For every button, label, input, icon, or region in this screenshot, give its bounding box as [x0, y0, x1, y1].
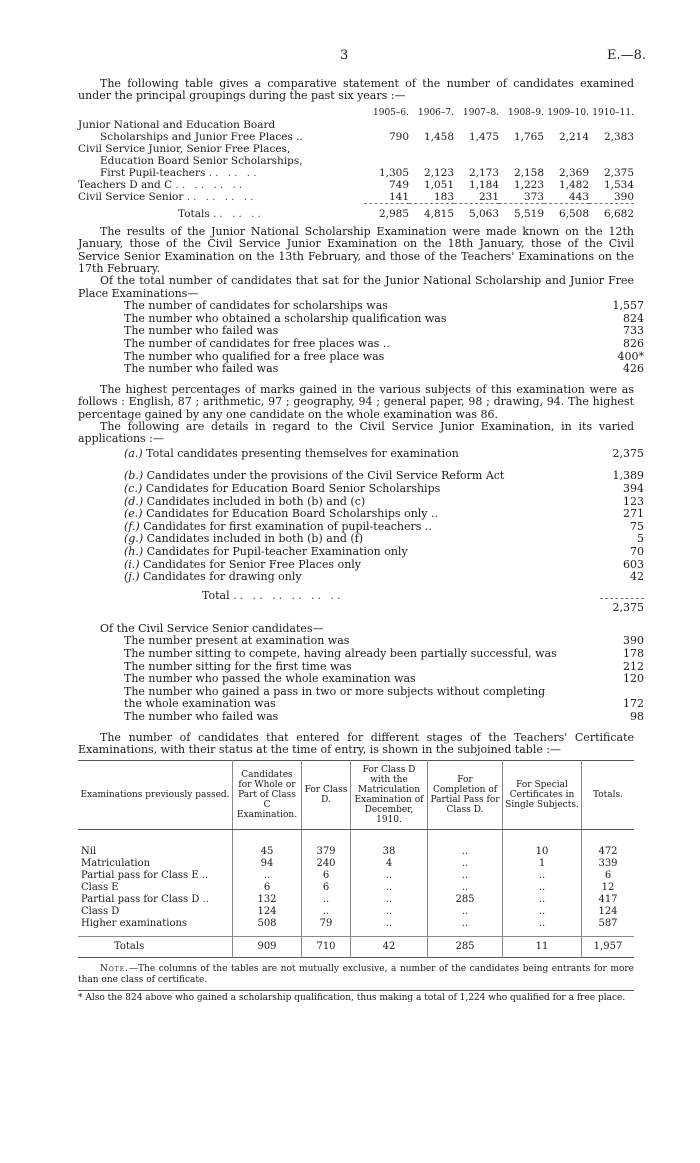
list-item: (d.) Candidates included in both (b) and (c) 123 [124, 494, 644, 508]
intro-paragraph: The following table gives a comparative statement of the number of candidates examined under the principal groupings during the past six years :— [78, 77, 634, 103]
teachers-paragraph: The number of candidates that entered for different stages of the Teachers' Certificate Examinations, with their status at the time of entry, is shown in the subjoined table :— [78, 730, 634, 756]
year-header: 1907–8. [463, 107, 499, 118]
list-item: The number who passed the whole examination was 120 [124, 672, 644, 686]
list-item: (e.) Candidates for Education Board Scholarships only .. 271 [124, 507, 644, 521]
year-header: 1908–9. [508, 107, 544, 118]
column-header: For Special Certificates in Single Subjects. [503, 761, 582, 830]
year-header: 1906–7. [418, 107, 454, 118]
list-item: (g.) Candidates included in both (b) and (f) 5 [124, 532, 644, 546]
teachers-table [78, 760, 634, 958]
list-item: (f.) Candidates for first examination of pupil-teachers .. 75 [124, 519, 644, 533]
row-label: Junior National and Education Board Scholarships and Junior Free Places .. [78, 118, 303, 143]
table-row: Partial pass for Class E .. .. 6 .. .. .. 6 [78, 870, 634, 882]
page-header [0, 48, 700, 64]
list-item: The number of candidates for free places was .. 826 [124, 337, 644, 351]
row-label: Civil Service Junior, Senior Free Places, Education Board Senior Scholarships, First Pupil-teachers .. .. .. [78, 142, 303, 179]
list-item: The number who failed was 98 [124, 709, 644, 723]
table-row: Partial pass for Class D .. 132 .. .. 285 .. 417 [78, 894, 634, 906]
column-header: Candidates for Whole or Part of Class C Examination. [233, 761, 302, 830]
table-header-row [78, 761, 634, 830]
table-row: Civil Service Junior, Senior Free Places, Education Board Senior Scholarships, First Pupil-teachers .. .. .. 1,305 2,123 2,173 2,158 2,369 2,375 [78, 142, 634, 179]
totals-row: Totals .. .. .. 2,985 4,815 5,063 5,519 6,508 6,682 [178, 207, 634, 220]
civil-junior-list [124, 448, 644, 615]
senior-list [124, 635, 644, 723]
row-label: Teachers D and C .. .. .. .. [78, 178, 246, 191]
list-item: The number sitting for the first time was 212 [124, 659, 644, 673]
year-header: 1910–11. [592, 107, 634, 118]
list-item: The number sitting to compete, having already been partially successful, was 178 [124, 646, 644, 660]
table-row: Class D 124 .. .. .. .. 124 [78, 906, 634, 918]
senior-intro: Of the Civil Service Senior candidates— [100, 621, 324, 635]
list-item: The number who failed was 733 [124, 324, 644, 338]
year-header: 1905–6. [373, 107, 409, 118]
year-header: 1909–10. [547, 107, 589, 118]
list-item: The number who qualified for a free place was 400* [124, 349, 644, 363]
list-item: (a.) Total candidates presenting themselves for examination 2,375 [124, 446, 644, 460]
row-label: Civil Service Senior .. .. .. .. [78, 191, 257, 204]
table-row: Higher examinations 508 79 .. .. .. 587 [78, 918, 634, 937]
list-item: The number present at examination was 390 [124, 634, 644, 648]
list-item: (h.) Candidates for Pupil-teacher Examination only 70 [124, 545, 644, 558]
list-item: The number who gained a pass in two or more subjects without completing the whole examination was 172 [124, 684, 644, 711]
list-item: The number of candidates for scholarships was 1,557 [124, 299, 644, 313]
column-header: For Completion of Partial Pass for Class D. [428, 761, 503, 830]
total-row: Total .. .. .. .. .. .. 2,375 [202, 588, 644, 615]
total-number-paragraph: Of the total number of candidates that sat for the Junior National Scholarship and Junior Free Place Examinations— [78, 274, 634, 300]
highest-paragraph: The highest percentages of marks gained in the various subjects of this examination were as follows : English, 87 ; arithmetic, 97 ; geography, 94 ; general paper, 98 ; drawing, 94. The highest percentage gained by any one candidate on the whole examination was 86. [78, 382, 634, 421]
totals-row: Totals 909 710 42 285 11 1,957 [78, 937, 634, 958]
footnote: * Also the 824 above who gained a scholarship qualification, thus making a total of 1,224 who qualified for a free place. [78, 990, 634, 1004]
list-item: (c.) Candidates for Education Board Senior Scholarships 394 [124, 482, 644, 496]
list-item: The number who failed was 426 [124, 362, 644, 376]
comparative-table [78, 107, 634, 220]
scholarship-list [124, 300, 644, 376]
page-number: 3 [340, 48, 349, 63]
list-item: (i.) Candidates for Senior Free Places only 603 [124, 557, 644, 571]
details-paragraph: The following are details in regard to the Civil Service Junior Examination, in its varied applications :— [78, 420, 634, 446]
results-paragraph: The results of the Junior National Scholarship Examination were made known on the 12th January, those of the Civil Service Junior Examination on the 18th January, those of the Civil Service Senior Examination on the 13th February, and those of the Teachers' Examinations on the 17th February. [78, 224, 634, 276]
table-row: Teachers D and C .. .. .. .. 749 1,051 1,184 1,223 1,482 1,534 [78, 178, 634, 191]
column-header: Examinations previously passed. [78, 761, 233, 830]
table-header-row [78, 107, 634, 119]
table-row: Class E 6 6 .. .. .. 12 [78, 882, 634, 894]
list-item: (j.) Candidates for drawing only 42 [124, 570, 644, 584]
column-header: Totals. [582, 761, 635, 830]
list-item: The number who obtained a scholarship qualification was 824 [124, 311, 644, 325]
table-row: Nil 45 379 38 .. 10 472 [78, 830, 634, 859]
list-item: (b.) Candidates under the provisions of the Civil Service Reform Act 1,389 [124, 469, 644, 483]
table-row: Civil Service Senior .. .. .. .. 141 183 231 373 443 390 [78, 190, 634, 204]
document-reference: E.—8. [606, 48, 646, 63]
table-note: Note.—The columns of the tables are not mutually exclusive, a number of the candidates being entrants for more than one class of certificate. [78, 964, 634, 986]
column-header: For Class D with the Matriculation Examination of December, 1910. [351, 761, 428, 830]
column-header: For Class D. [302, 761, 351, 830]
document-body [78, 77, 644, 1004]
table-row: Matriculation 94 240 4 .. 1 339 [78, 858, 634, 870]
table-row: Junior National and Education Board Scholarships and Junior Free Places .. 790 1,458 1,475 1,765 2,214 2,383 [78, 118, 634, 143]
